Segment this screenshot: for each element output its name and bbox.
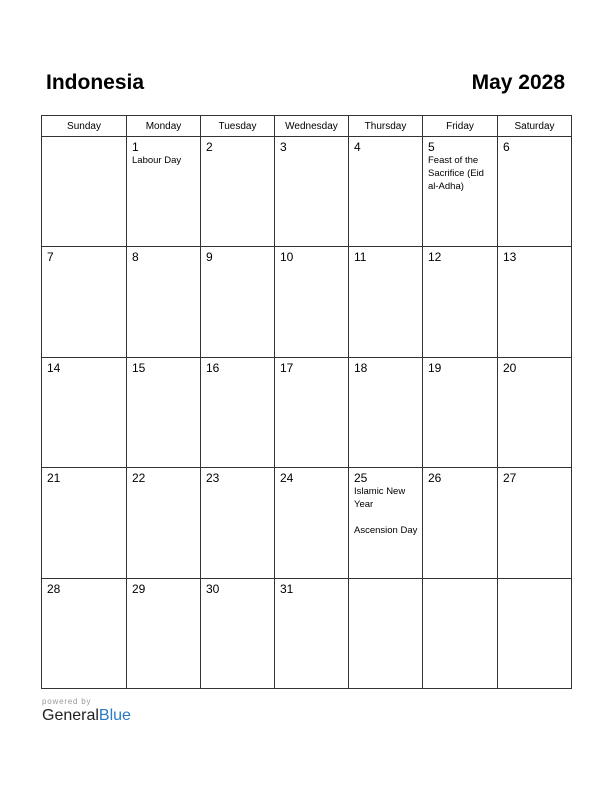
weekday-header-row [42,116,572,137]
day-cell[interactable] [275,468,349,578]
day-cell[interactable] [42,357,127,467]
day-number: 7 [47,250,54,265]
week-row [42,468,572,578]
day-number: 17 [280,360,294,375]
day-number: 15 [132,360,146,375]
day-number: 27 [503,471,517,486]
day-cell[interactable] [42,578,127,688]
day-number: 8 [132,250,139,265]
day-cell[interactable] [349,468,423,578]
day-number: 26 [428,471,442,486]
day-number: 21 [47,471,61,486]
day-number: 29 [132,581,146,596]
holiday-label: Ascension Day [354,525,418,537]
day-cell[interactable] [127,468,201,578]
week-row [42,137,572,247]
day-number: 20 [503,360,517,375]
day-number: 16 [206,360,220,375]
holiday-label: Labour Day [132,155,182,166]
day-number: 5 [428,140,435,154]
weekday-header: Saturday [498,116,572,137]
weekday-header: Monday [127,116,201,137]
day-number: 24 [280,471,294,486]
day-number: 10 [280,250,294,265]
week-row [42,578,572,688]
weekday-header: Friday [423,116,498,137]
day-cell[interactable] [498,468,572,578]
day-cell[interactable] [349,247,423,357]
day-number: 19 [428,360,442,375]
day-number: 2 [206,140,213,154]
day-number: 28 [47,581,61,596]
day-number: 18 [354,360,368,375]
day-cell[interactable] [498,247,572,357]
day-cell[interactable] [498,578,572,688]
day-number: 23 [206,471,220,486]
day-number: 31 [280,581,294,596]
day-number: 9 [206,250,213,265]
day-cell[interactable] [275,578,349,688]
holiday-label: Feast of the Sacrifice (Eid al-Adha) [428,155,484,192]
holiday-label: Islamic New Year [354,486,406,511]
day-cell[interactable] [275,247,349,357]
day-number: 13 [503,250,517,265]
day-cell[interactable] [127,357,201,467]
day-number: 14 [47,360,61,375]
day-cell[interactable] [42,247,127,357]
day-cell[interactable] [127,247,201,357]
day-cell[interactable] [201,357,275,467]
day-number: 11 [354,250,367,265]
day-number: 30 [206,581,220,596]
brand-logo[interactable] [42,707,131,725]
day-cell[interactable] [275,137,349,247]
weekday-header: Wednesday [275,116,349,137]
day-number: 1 [132,140,139,154]
week-row [42,247,572,357]
powered-by-text: powered by [42,697,92,706]
month-year-title: May 2028 [471,71,565,94]
day-number: 3 [280,140,287,154]
day-cell[interactable] [349,578,423,688]
weekday-header: Tuesday [201,116,275,137]
day-cell[interactable] [349,357,423,467]
day-number: 25 [354,471,368,486]
day-cell[interactable] [423,578,498,688]
day-cell[interactable] [201,468,275,578]
day-cell[interactable] [42,468,127,578]
day-number: 12 [428,250,442,265]
footer-branding [42,697,131,725]
day-number: 22 [132,471,146,486]
day-cell[interactable] [127,137,201,247]
day-cell[interactable] [127,578,201,688]
day-cell[interactable] [498,137,572,247]
brand-general-text: General [42,707,99,724]
week-row [42,357,572,467]
day-cell[interactable] [201,137,275,247]
day-number: 6 [503,140,510,154]
country-title: Indonesia [46,71,145,94]
day-cell[interactable] [498,357,572,467]
brand-blue-text: Blue [98,707,131,724]
weekday-header: Thursday [349,116,423,137]
weekday-header: Sunday [42,116,127,137]
day-cell[interactable] [423,468,498,578]
day-cell[interactable] [423,357,498,467]
day-cell[interactable] [423,247,498,357]
day-cell[interactable] [42,137,127,247]
day-cell[interactable] [349,137,423,247]
day-cell[interactable] [275,357,349,467]
day-number: 4 [354,140,361,154]
day-cell[interactable] [201,247,275,357]
calendar-grid [41,115,572,689]
day-cell[interactable] [201,578,275,688]
day-cell[interactable] [423,137,498,247]
